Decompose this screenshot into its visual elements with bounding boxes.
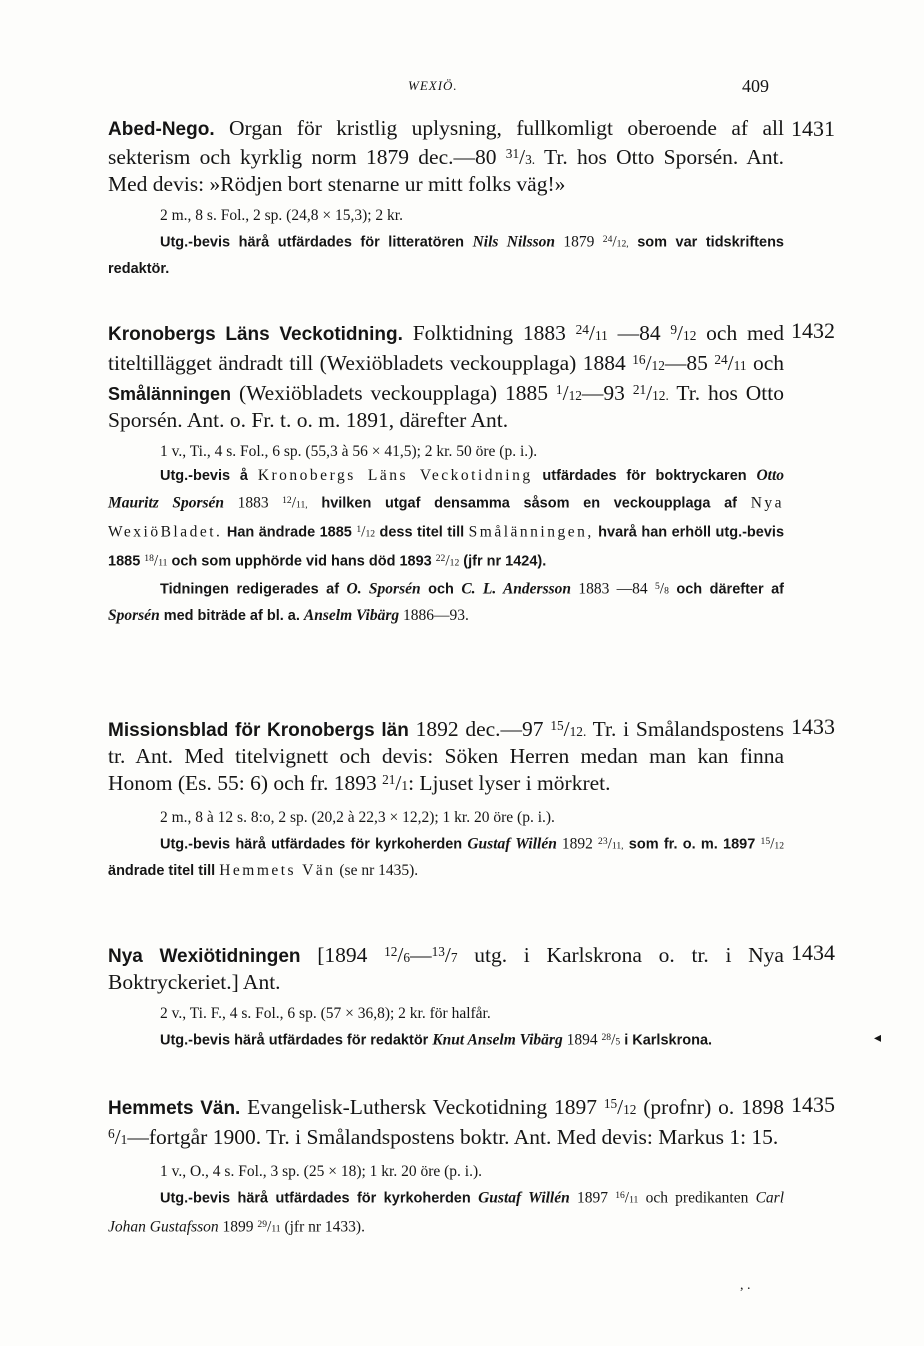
entry-title: Kronobergs Läns Veckotidning. [108,323,403,345]
entry-title: Hemmets Vän. [108,1097,241,1119]
entry-1432 [108,318,835,629]
entry-1431 [108,116,835,282]
page-number: 409 [742,76,769,96]
entry-note: Utg.-bevis härå utfärdades för kyrkoherden Gustaf Willén 1897 $^{16}$/11 och predikanten Carl Johan Gustafsson 1899 $^{29}$/11 (jfr nr 1433). [108,1189,785,1236]
entry-number: 1434 [791,940,835,965]
entry-details [108,1002,784,1055]
entry-note-editors: Tidningen redigerades af O. Sporsén och C. L. Andersson 1883 —84 $^5$/8 och därefter af Sporsén med biträde af bl. a. Anselm Vibärg 1886—93. [108,580,784,625]
entry-1435 [108,1092,835,1242]
entry-title: Missionsblad för Kronobergs län [108,719,409,741]
entry-number: 1433 [791,714,835,739]
entry-number: 1431 [791,116,835,141]
entry-main-text: Kronobergs Läns Veckotidning. Folktidning 1883 $^{24}$/11 —84 $^9$/12 och med titeltillägget ändradt till (Wexiöbladets veckoupplaga) 1884 $^{16}$/12—85 $^{24}$/11 och Smålänningen (Wexiöbladets veckoupplaga) 1885 $^1$/12—93 $^{21}$/12. Tr. hos Otto Sporsén. Ant. o. Fr. t. o. m. 1891, därefter Ant. [108,320,785,432]
entry-description: 2 v., Ti. F., 4 s. Fol., 6 sp. (57 × 36,8); 2 kr. för halfår. [160,1004,491,1022]
print-speck-mark: , . [740,1278,751,1293]
entry-description: 1 v., O., 4 s. Fol., 3 sp. (25 × 18); 1 kr. 20 öre (p. i.). [160,1162,483,1180]
entry-number: 1432 [791,318,835,343]
entry-main-text: Hemmets Vän. Evangelisk-Luthersk Veckotidning 1897 $^{15}$/12 (profnr) o. 1898 $^6$/1—fortgår 1900. Tr. i Smålandspostens boktr. Ant. Med devis: Markus 1: 15. [108,1094,784,1149]
entry-details [108,1160,784,1242]
entry-note: Utg.-bevis härå utfärdades för kyrkoherden Gustaf Willén 1892 $^{23}$/11, som fr. o. m. 1897 $^{15}$/12 ändrade titel till Hemmets Vän (se nr 1435). [108,835,785,880]
entry-details [108,806,784,884]
entry-title: Abed-Nego. [108,119,215,140]
entry-description: 2 m., 8 à 12 s. 8:o, 2 sp. (20,2 à 22,3 × 12,2); 1 kr. 20 öre (p. i.). [160,808,555,826]
entry-note: Utg.-bevis härå utfärdades för redaktör Knut Anselm Vibärg 1894 $^{28}$/5 i Karlskrona. [160,1031,713,1049]
entry-1434 [108,940,835,1055]
entry-main-text: Nya Wexiötidningen [1894 $^{12}$/6—$^{13}$/7 utg. i Karlskrona o. tr. i Nya Boktryckeriet.] Ant. [108,942,784,994]
page-header [0,76,924,100]
entry-description: 1 v., Ti., 4 s. Fol., 6 sp. (55,3 à 56 × 41,5); 2 kr. 50 öre (p. i.). [160,442,538,460]
entry-1433 [108,714,835,884]
entry-note: Utg.-bevis å Kronobergs Läns Veckotidning utfärdades för boktryckaren Otto Mauritz Sporsén 1883 $^{12}$/11, hvilken utgaf densamma såsom en veckoupplaga af Nya WexiöBladet. Han ändrade 1885 $^1$/12 dess titel till Smålänningen, hvarå han erhöll utg.-bevis 1885 $^{18}$/11 och som upphörde vid hans död 1893 $^{22}$/12 (jfr nr 1424). [108,467,785,569]
running-title: WEXIÖ. [408,78,458,93]
entry-description: 2 m., 8 s. Fol., 2 sp. (24,8 × 15,3); 2 kr. [160,206,403,224]
entry-note: Utg.-bevis härå utfärdades för litteratören Nils Nilsson 1879 $^{24}$/12, som var tidskriftens redaktör. [108,233,784,278]
entry-details [108,204,784,282]
entry-details [108,440,784,629]
entry-title: Nya Wexiötidningen [108,945,301,967]
entry-main-text: Missionsblad för Kronobergs län 1892 dec.—97 $^{15}$/12. Tr. i Smålandspostens tr. Ant. Med titelvignett och devis: Söken Herren medan man kan finna Honom (Es. 55: 6) och fr. 1893 $^{21}$/1: Ljuset lyser i mörkret. [108,716,784,795]
entry-number: 1435 [791,1092,835,1117]
entry-main-text: Abed-Nego. Organ för kristlig uplysning, fullkomligt oberoende af all sekterism och kyrklig norm 1879 dec.—80 $^{31}$/3. Tr. hos Otto Sporsén. Ant. Med devis: »Rödjen bort stenarne ur mitt folks väg!» [108,116,784,196]
print-speck-mark: ◂ [874,1031,882,1046]
